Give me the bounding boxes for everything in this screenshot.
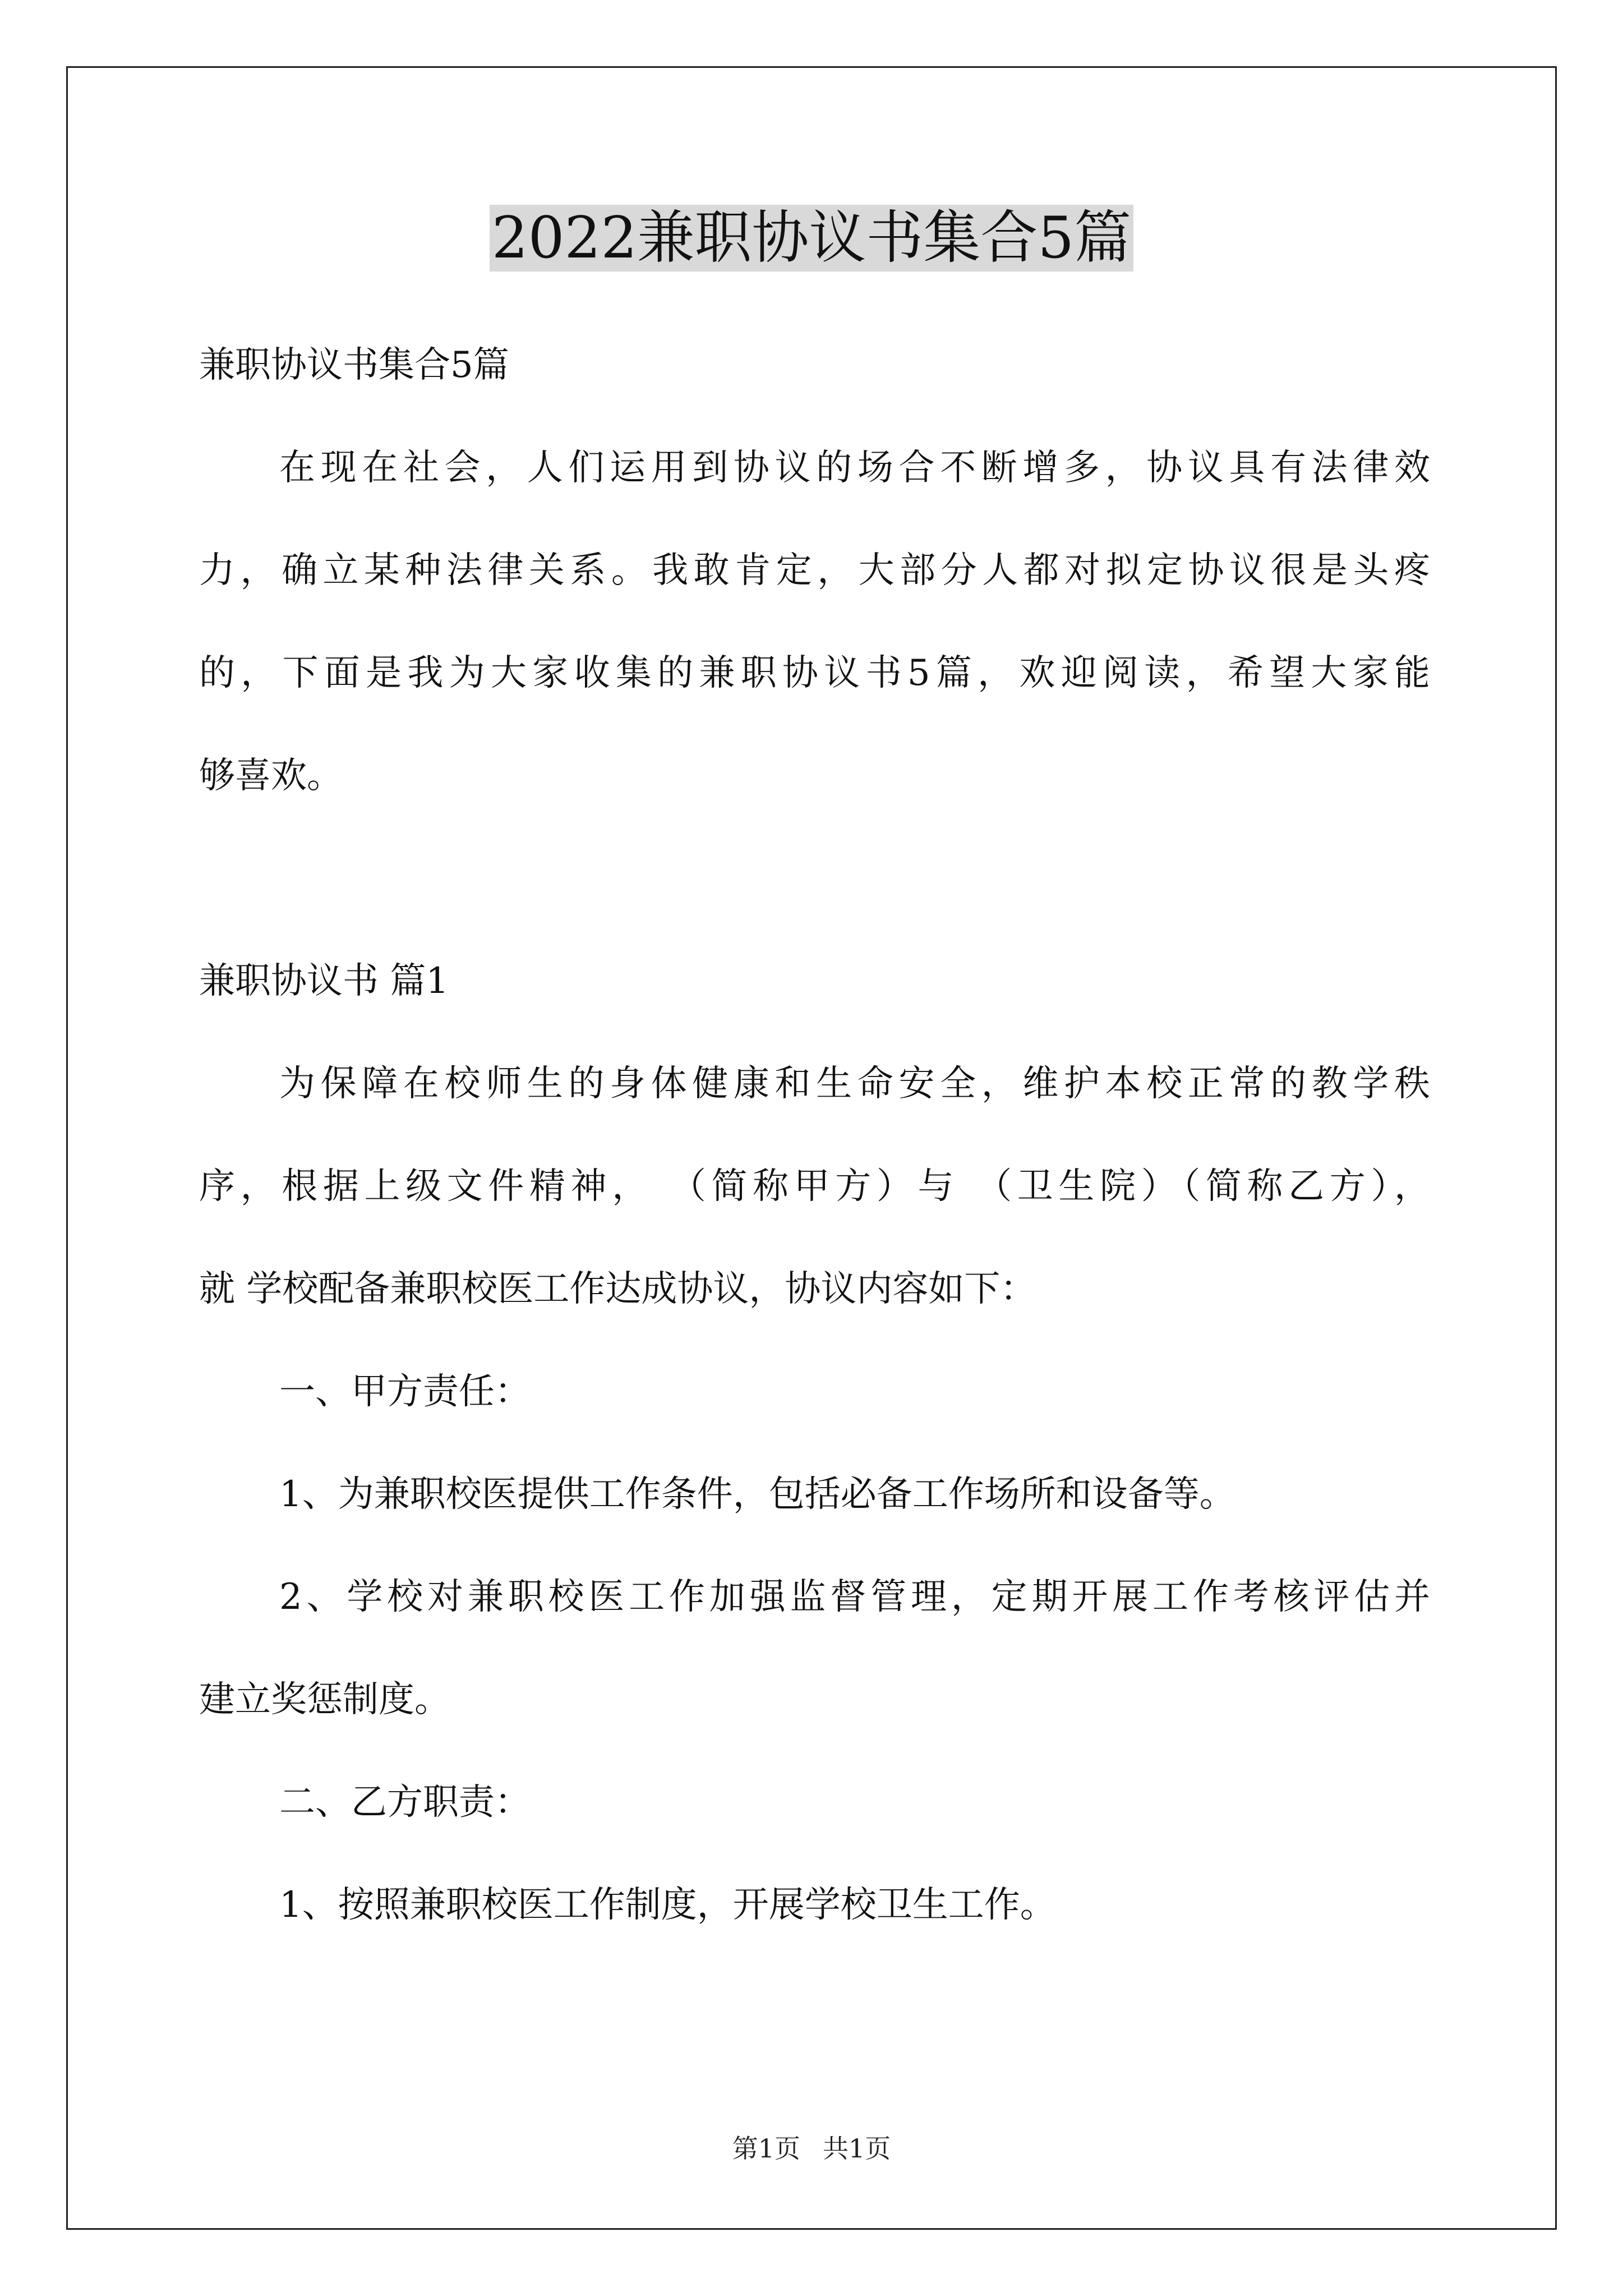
party-b-item-1: 1、按照兼职校医工作制度，开展学校卫生工作。 [279,1884,1056,1926]
document-title-text: 2022兼职协议书集合5篇 [490,205,1133,272]
party-b-heading: 二、乙方职责： [279,1782,531,1823]
intro-line-4: 够喜欢。 [199,755,343,797]
subtitle: 兼职协议书集合5篇 [199,344,509,386]
section-paragraph-line-3: 就 学校配备兼职校医工作达成协议，协议内容如下： [199,1268,1036,1310]
party-a-item-2-line-1: 2、学校对兼职校医工作加强监督管理，定期开展工作考核评估并 [279,1576,1430,1618]
section-heading: 兼职协议书 篇1 [199,960,449,1002]
page-total: 共1页 [823,2133,891,2164]
page-footer [0,2132,1623,2165]
intro-line-3: 的，下面是我为大家收集的兼职协议书5篇，欢迎阅读，希望大家能 [199,652,1430,694]
spacer [199,827,1430,930]
party-a-heading: 一、甲方责任： [279,1371,531,1412]
page-number: 第1页 [732,2133,800,2164]
document-title [0,199,1623,278]
intro-line-1: 在现在社会，人们运用到协议的场合不断增多，协议具有法律效 [279,447,1430,489]
party-a-item-1: 1、为兼职校医提供工作条件，包括必备工作场所和设备等。 [279,1474,1235,1515]
section-paragraph-line-1: 为保障在校师生的身体健康和生命安全，维护本校正常的教学秩 [279,1063,1430,1105]
document-body [199,314,1430,1957]
intro-line-2: 力，确立某种法律关系。我敢肯定，大部分人都对拟定协议很是头疼 [199,550,1430,591]
party-a-item-2-line-2: 建立奖惩制度。 [199,1679,450,1720]
section-paragraph-line-2: 序，根据上级文件精神， （简称甲方）与 （卫生院）（简称乙方）， [199,1166,1430,1207]
